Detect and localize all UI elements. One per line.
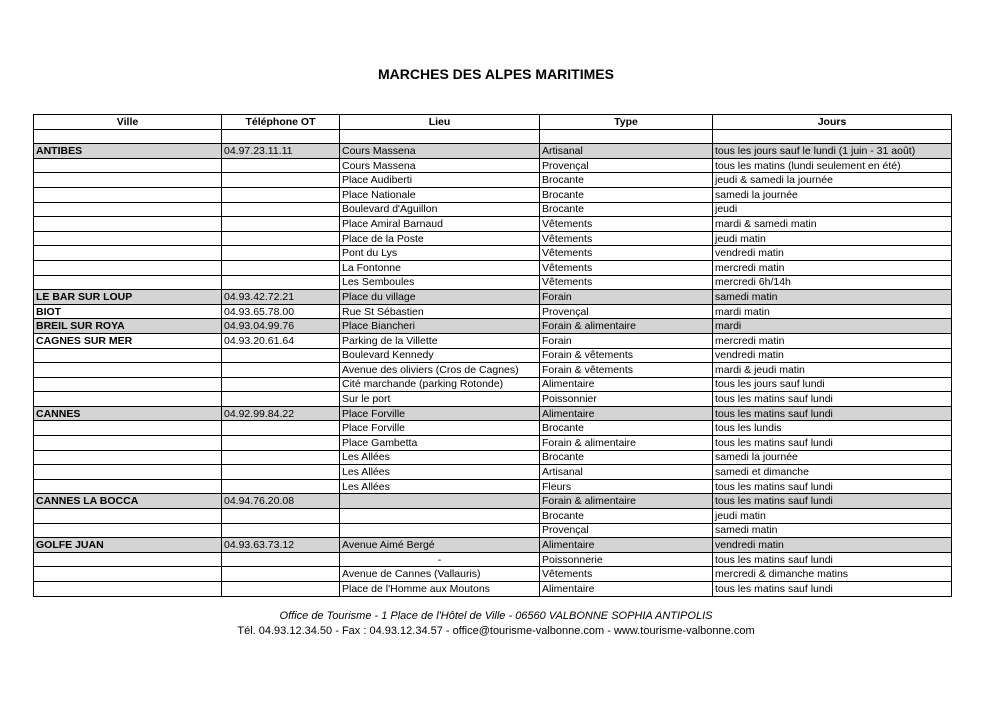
cell-lieu: Pont du Lys: [340, 246, 540, 261]
cell-telephone: 04.94.76.20.08: [222, 494, 340, 509]
cell-lieu: Avenue de Cannes (Vallauris): [340, 567, 540, 582]
cell-type: Alimentaire: [540, 377, 713, 392]
cell-jours: vendredi matin: [713, 538, 952, 553]
cell-jours: tous les matins sauf lundi: [713, 392, 952, 407]
cell-type: Brocante: [540, 450, 713, 465]
cell-telephone: 04.92.99.84.22: [222, 406, 340, 421]
cell-ville: [34, 202, 222, 217]
cell-telephone: [222, 465, 340, 480]
cell-telephone: [222, 421, 340, 436]
cell-type: Provençal: [540, 304, 713, 319]
cell-jours: tous les matins sauf lundi: [713, 479, 952, 494]
cell-jours: mercredi & dimanche matins: [713, 567, 952, 582]
table-row: [34, 158, 952, 173]
cell-telephone: [222, 479, 340, 494]
table-row: [34, 319, 952, 334]
cell-type: Forain: [540, 290, 713, 305]
column-header-lieu: Lieu: [340, 115, 540, 130]
cell-telephone: 04.97.23.11.11: [222, 144, 340, 159]
cell-type: Brocante: [540, 187, 713, 202]
cell-telephone: [222, 202, 340, 217]
cell-type: Forain: [540, 333, 713, 348]
cell-lieu: Place Gambetta: [340, 436, 540, 451]
cell-type: Forain & vêtements: [540, 348, 713, 363]
cell-type: Vêtements: [540, 231, 713, 246]
table-row: [34, 260, 952, 275]
cell-lieu: Parking de la Villette: [340, 333, 540, 348]
cell-type: Alimentaire: [540, 538, 713, 553]
cell-jours: tous les matins (lundi seulement en été): [713, 158, 952, 173]
cell-type: Vêtements: [540, 246, 713, 261]
cell-lieu: La Fontonne: [340, 260, 540, 275]
cell-type: [540, 129, 713, 144]
cell-jours: samedi et dimanche: [713, 465, 952, 480]
cell-ville: BREIL SUR ROYA: [34, 319, 222, 334]
cell-ville: [34, 348, 222, 363]
cell-type: Brocante: [540, 421, 713, 436]
cell-ville: [34, 436, 222, 451]
cell-lieu: Les Allées: [340, 479, 540, 494]
cell-type: Fleurs: [540, 479, 713, 494]
cell-jours: tous les jours sauf le lundi (1 juin - 31 août): [713, 144, 952, 159]
cell-telephone: [222, 567, 340, 582]
table-row: [34, 406, 952, 421]
table-row: [34, 465, 952, 480]
cell-ville: CANNES LA BOCCA: [34, 494, 222, 509]
cell-lieu: Cours Massena: [340, 158, 540, 173]
cell-jours: jeudi matin: [713, 231, 952, 246]
cell-lieu: Place Amiral Barnaud: [340, 217, 540, 232]
page-title: MARCHES DES ALPES MARITIMES: [378, 66, 614, 82]
cell-type: Forain & alimentaire: [540, 436, 713, 451]
cell-lieu: Cours Massena: [340, 144, 540, 159]
cell-type: Vêtements: [540, 275, 713, 290]
table-row: [34, 275, 952, 290]
table-row: [34, 202, 952, 217]
cell-lieu: [340, 129, 540, 144]
cell-type: Vêtements: [540, 567, 713, 582]
cell-type: Poissonnerie: [540, 552, 713, 567]
table-header-row: [34, 115, 952, 130]
cell-type: Provençal: [540, 158, 713, 173]
cell-lieu: [340, 509, 540, 524]
table-row: [34, 217, 952, 232]
cell-jours: tous les matins sauf lundi: [713, 436, 952, 451]
cell-telephone: [222, 129, 340, 144]
cell-type: Artisanal: [540, 144, 713, 159]
cell-lieu: Boulevard d'Aguillon: [340, 202, 540, 217]
cell-telephone: [222, 552, 340, 567]
cell-lieu: Cité marchande (parking Rotonde): [340, 377, 540, 392]
cell-telephone: [222, 509, 340, 524]
table-row: [34, 333, 952, 348]
cell-lieu: Place de l'Homme aux Moutons: [340, 582, 540, 597]
cell-telephone: [222, 231, 340, 246]
column-header-telephone: Téléphone OT: [222, 115, 340, 130]
cell-jours: mardi & samedi matin: [713, 217, 952, 232]
cell-telephone: [222, 450, 340, 465]
cell-ville: [34, 275, 222, 290]
markets-table: [33, 114, 952, 597]
footer-contact: Tél. 04.93.12.34.50 - Fax : 04.93.12.34.57 - office@tourisme-valbonne.com - www.tourisme-valbonne.com: [237, 625, 755, 637]
cell-jours: vendredi matin: [713, 246, 952, 261]
cell-jours: tous les matins sauf lundi: [713, 406, 952, 421]
cell-ville: [34, 465, 222, 480]
cell-type: Vêtements: [540, 260, 713, 275]
cell-jours: vendredi matin: [713, 348, 952, 363]
footer-address: Office de Tourisme - 1 Place de l'Hôtel de Ville - 06560 VALBONNE SOPHIA ANTIPOLIS: [279, 610, 713, 622]
cell-ville: [34, 377, 222, 392]
cell-jours: [713, 129, 952, 144]
cell-ville: [34, 217, 222, 232]
table-row: [34, 231, 952, 246]
table-row: [34, 494, 952, 509]
table-row: [34, 523, 952, 538]
cell-ville: [34, 363, 222, 378]
cell-jours: samedi matin: [713, 290, 952, 305]
cell-lieu: Sur le port: [340, 392, 540, 407]
cell-lieu: Les Allées: [340, 450, 540, 465]
cell-telephone: 04.93.65.78.00: [222, 304, 340, 319]
cell-type: Alimentaire: [540, 582, 713, 597]
cell-jours: jeudi matin: [713, 509, 952, 524]
cell-ville: [34, 552, 222, 567]
cell-jours: tous les lundis: [713, 421, 952, 436]
cell-jours: jeudi: [713, 202, 952, 217]
cell-ville: [34, 450, 222, 465]
cell-telephone: [222, 348, 340, 363]
cell-ville: [34, 246, 222, 261]
table-row: [34, 363, 952, 378]
table-body: [34, 129, 952, 596]
cell-telephone: [222, 436, 340, 451]
table-row: [34, 377, 952, 392]
cell-ville: CAGNES SUR MER: [34, 333, 222, 348]
table-row: [34, 436, 952, 451]
table-row: [34, 187, 952, 202]
cell-lieu: [340, 494, 540, 509]
cell-jours: mercredi matin: [713, 333, 952, 348]
cell-ville: [34, 421, 222, 436]
table-row: [34, 173, 952, 188]
table-row: [34, 144, 952, 159]
cell-jours: tous les jours sauf lundi: [713, 377, 952, 392]
cell-jours: mardi: [713, 319, 952, 334]
cell-lieu: [340, 523, 540, 538]
cell-telephone: [222, 377, 340, 392]
table-row: [34, 582, 952, 597]
cell-type: Forain & vêtements: [540, 363, 713, 378]
cell-ville: BIOT: [34, 304, 222, 319]
cell-telephone: 04.93.20.61.64: [222, 333, 340, 348]
cell-type: Brocante: [540, 202, 713, 217]
cell-type: Provençal: [540, 523, 713, 538]
cell-lieu: Avenue Aimé Bergé: [340, 538, 540, 553]
column-header-type: Type: [540, 115, 713, 130]
cell-ville: CANNES: [34, 406, 222, 421]
cell-ville: [34, 392, 222, 407]
table-row: [34, 552, 952, 567]
cell-type: Poissonnier: [540, 392, 713, 407]
cell-type: Forain & alimentaire: [540, 494, 713, 509]
cell-jours: samedi la journée: [713, 450, 952, 465]
cell-telephone: [222, 217, 340, 232]
cell-ville: [34, 231, 222, 246]
cell-ville: [34, 582, 222, 597]
cell-lieu: Place Audiberti: [340, 173, 540, 188]
table-row: [34, 304, 952, 319]
cell-telephone: [222, 523, 340, 538]
cell-ville: ANTIBES: [34, 144, 222, 159]
cell-jours: samedi matin: [713, 523, 952, 538]
table-row: [34, 246, 952, 261]
cell-telephone: [222, 260, 340, 275]
cell-type: Vêtements: [540, 217, 713, 232]
table-row: [34, 348, 952, 363]
cell-telephone: [222, 158, 340, 173]
cell-jours: samedi la journée: [713, 187, 952, 202]
cell-ville: [34, 173, 222, 188]
cell-telephone: [222, 173, 340, 188]
cell-lieu: Place Forville: [340, 406, 540, 421]
table-row: [34, 290, 952, 305]
cell-lieu: -: [340, 552, 540, 567]
cell-ville: [34, 129, 222, 144]
table-row: [34, 421, 952, 436]
cell-telephone: 04.93.42.72.21: [222, 290, 340, 305]
cell-jours: tous les matins sauf lundi: [713, 494, 952, 509]
cell-ville: [34, 187, 222, 202]
cell-ville: GOLFE JUAN: [34, 538, 222, 553]
cell-jours: tous les matins sauf lundi: [713, 552, 952, 567]
cell-telephone: [222, 582, 340, 597]
cell-lieu: Boulevard Kennedy: [340, 348, 540, 363]
cell-lieu: Place du village: [340, 290, 540, 305]
cell-lieu: Place Biancheri: [340, 319, 540, 334]
cell-ville: [34, 158, 222, 173]
cell-type: Forain & alimentaire: [540, 319, 713, 334]
cell-ville: [34, 567, 222, 582]
cell-lieu: Les Semboules: [340, 275, 540, 290]
cell-ville: LE BAR SUR LOUP: [34, 290, 222, 305]
cell-jours: mardi matin: [713, 304, 952, 319]
cell-ville: [34, 479, 222, 494]
cell-telephone: 04.93.04.99.76: [222, 319, 340, 334]
table-row: [34, 392, 952, 407]
cell-jours: mardi & jeudi matin: [713, 363, 952, 378]
cell-lieu: Les Allées: [340, 465, 540, 480]
column-header-jours: Jours: [713, 115, 952, 130]
cell-telephone: 04.93.63.73.12: [222, 538, 340, 553]
table-row: [34, 509, 952, 524]
cell-jours: tous les matins sauf lundi: [713, 582, 952, 597]
table-row: [34, 129, 952, 144]
cell-type: Alimentaire: [540, 406, 713, 421]
cell-telephone: [222, 392, 340, 407]
cell-telephone: [222, 275, 340, 290]
cell-type: Brocante: [540, 509, 713, 524]
cell-jours: jeudi & samedi la journée: [713, 173, 952, 188]
cell-lieu: Avenue des oliviers (Cros de Cagnes): [340, 363, 540, 378]
cell-type: Brocante: [540, 173, 713, 188]
column-header-ville: Ville: [34, 115, 222, 130]
cell-telephone: [222, 363, 340, 378]
cell-jours: mercredi 6h/14h: [713, 275, 952, 290]
cell-lieu: Rue St Sébastien: [340, 304, 540, 319]
table-row: [34, 479, 952, 494]
cell-telephone: [222, 187, 340, 202]
table-row: [34, 450, 952, 465]
cell-lieu: Place de la Poste: [340, 231, 540, 246]
cell-lieu: Place Nationale: [340, 187, 540, 202]
table-row: [34, 538, 952, 553]
cell-ville: [34, 260, 222, 275]
cell-lieu: Place Forville: [340, 421, 540, 436]
cell-ville: [34, 509, 222, 524]
table-row: [34, 567, 952, 582]
cell-jours: mercredi matin: [713, 260, 952, 275]
cell-ville: [34, 523, 222, 538]
cell-telephone: [222, 246, 340, 261]
cell-type: Artisanal: [540, 465, 713, 480]
